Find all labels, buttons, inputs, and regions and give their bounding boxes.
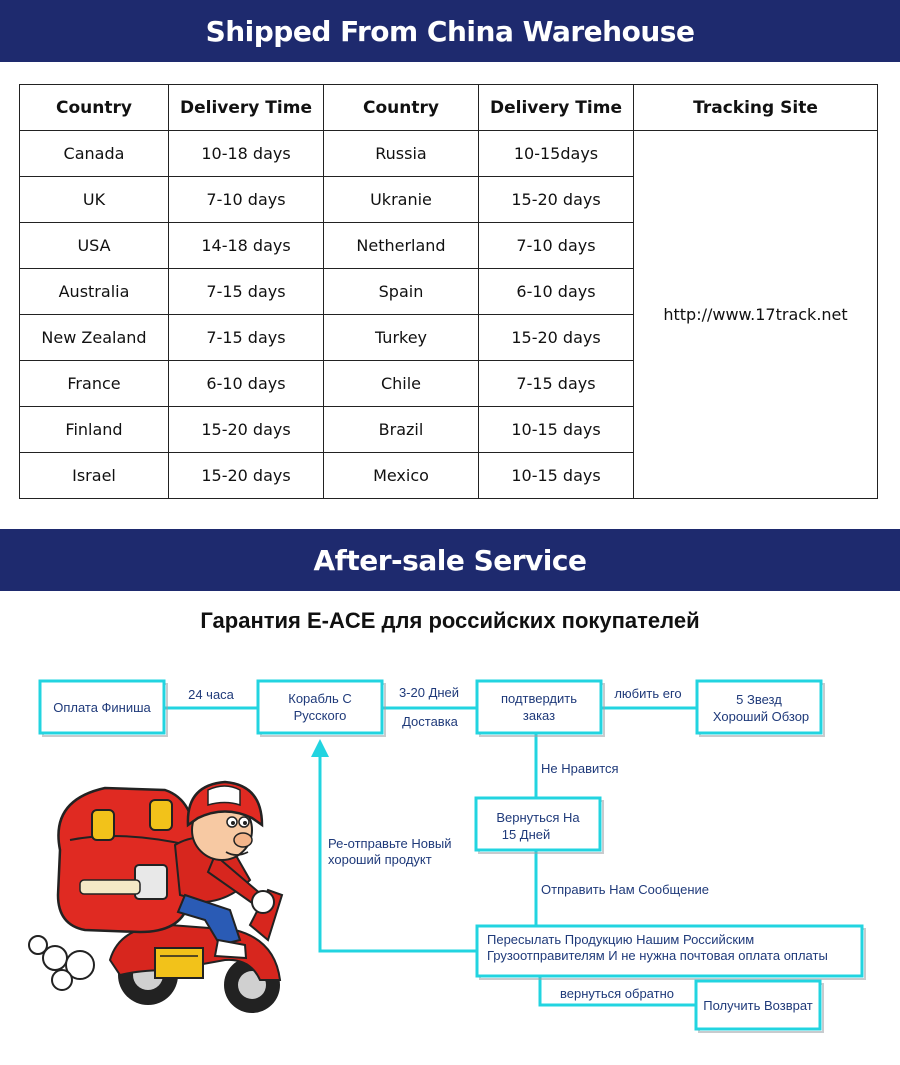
delivery-courier-illustration (29, 782, 282, 1013)
delivery-time-cell: 10-15days (479, 131, 634, 177)
country-cell: Australia (20, 269, 169, 315)
country-cell: UK (20, 177, 169, 223)
delivery-time-cell: 14-18 days (169, 223, 324, 269)
delivery-time-cell: 15-20 days (479, 315, 634, 361)
flow-box-ship-text-2: Русского (293, 708, 347, 723)
aftersale-flowchart (0, 640, 900, 1060)
label-24-hours: 24 часа (188, 687, 234, 702)
delivery-time-cell: 7-15 days (169, 315, 324, 361)
country-cell: Russia (324, 131, 479, 177)
flow-box-ship-text-1: Корабль С (288, 691, 352, 706)
country-cell: Canada (20, 131, 169, 177)
delivery-time-cell: 6-10 days (479, 269, 634, 315)
aftersale-section-banner (0, 529, 900, 591)
label-love-it: любить его (614, 686, 682, 701)
delivery-time-cell: 15-20 days (169, 407, 324, 453)
country-cell: New Zealand (20, 315, 169, 361)
tracking-site-link[interactable]: http://www.17track.net (634, 131, 878, 499)
flow-box-stars (697, 681, 824, 736)
flow-box-forward-text-2: Грузоотправителям И не нужна почтовая оплата оплаты (487, 948, 828, 963)
header-country-1: Country (20, 85, 169, 131)
delivery-time-cell: 6-10 days (169, 361, 324, 407)
country-cell: Ukranie (324, 177, 479, 223)
flow-box-pay-text: Оплата Финиша (53, 700, 151, 715)
country-cell: Mexico (324, 453, 479, 499)
country-cell: Israel (20, 453, 169, 499)
flow-box-return (476, 798, 603, 853)
country-cell: Finland (20, 407, 169, 453)
flow-box-ship (258, 681, 385, 736)
delivery-time-cell: 7-10 days (169, 177, 324, 223)
flow-box-confirm (477, 681, 604, 736)
aftersale-section-title: After-sale Service (313, 543, 587, 577)
country-cell: Brazil (324, 407, 479, 453)
flow-box-refund-text: Получить Возврат (703, 998, 813, 1013)
delivery-time-cell: 7-15 days (479, 361, 634, 407)
label-resend-2: хороший продукт (328, 852, 432, 867)
header-country-2: Country (324, 85, 479, 131)
flow-box-return-text-1: Вернуться На (496, 810, 580, 825)
label-send-message: Отправить Нам Сообщение (541, 882, 709, 897)
flow-box-confirm-text-2: заказ (522, 708, 556, 723)
delivery-time-cell: 15-20 days (169, 453, 324, 499)
delivery-time-cell: 10-15 days (479, 407, 634, 453)
country-cell: USA (20, 223, 169, 269)
header-delivery-time-2: Delivery Time (479, 85, 634, 131)
flow-box-stars-text-1: 5 Звезд (736, 692, 782, 707)
flow-box-refund (696, 981, 823, 1032)
table-row (20, 131, 878, 177)
label-go-back: вернуться обратно (560, 986, 674, 1001)
header-delivery-time-1: Delivery Time (169, 85, 324, 131)
delivery-time-cell: 15-20 days (479, 177, 634, 223)
country-cell: France (20, 361, 169, 407)
delivery-time-cell: 7-10 days (479, 223, 634, 269)
shipping-section-title: Shipped From China Warehouse (205, 14, 695, 48)
delivery-time-cell: 10-15 days (479, 453, 634, 499)
delivery-time-table (19, 84, 878, 499)
flow-box-forward-text-1: Пересылать Продукцию Нашим Российским (487, 932, 755, 947)
label-3-20-days: 3-20 Дней (398, 685, 460, 700)
country-cell: Chile (324, 361, 479, 407)
label-resend-1: Ре-отправьте Новый (328, 836, 452, 851)
flow-box-forward (477, 926, 865, 979)
delivery-time-cell: 7-15 days (169, 269, 324, 315)
label-dislike: Не Нравится (541, 761, 619, 776)
flow-box-stars-text-2: Хороший Обзор (712, 709, 810, 724)
table-header-row (20, 85, 878, 131)
flow-box-pay (40, 681, 167, 736)
label-delivery: Доставка (402, 714, 458, 729)
flow-box-confirm-text-1: подтвердить (500, 691, 578, 706)
header-tracking-site: Tracking Site (634, 85, 878, 131)
guarantee-title: Гарантия E-ACE для российских покупателей (200, 608, 700, 633)
country-cell: Turkey (324, 315, 479, 361)
shipping-section-banner (0, 0, 900, 62)
delivery-time-cell: 10-18 days (169, 131, 324, 177)
country-cell: Netherland (324, 223, 479, 269)
country-cell: Spain (324, 269, 479, 315)
flow-box-return-text-2: 15 Дней (501, 827, 551, 842)
